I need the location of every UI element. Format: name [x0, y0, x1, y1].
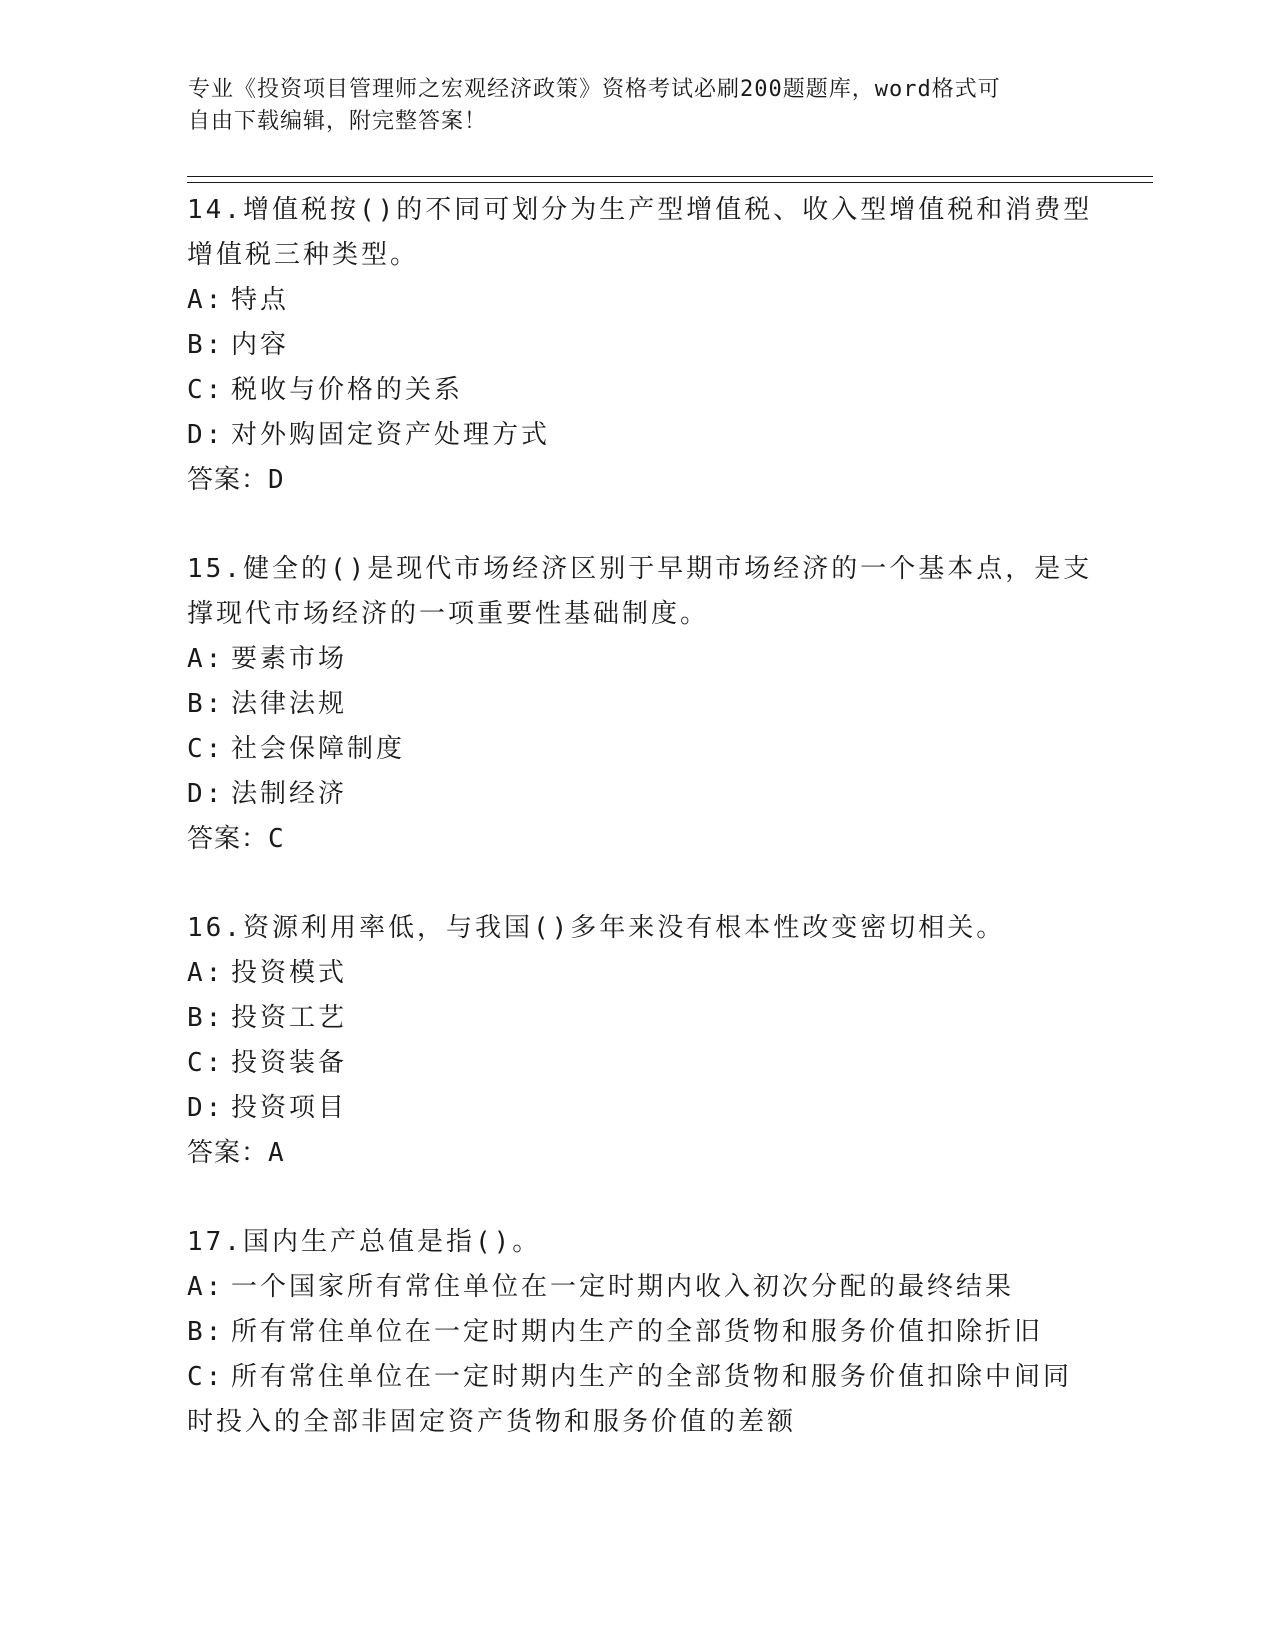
option-text: 法律法规: [231, 689, 348, 719]
question-17: [187, 1220, 1087, 1445]
option-text: 要素市场: [231, 644, 348, 674]
answer-label: 答案：: [187, 465, 269, 495]
option-c-continuation: 时投入的全部非固定资产货物和服务价值的差额: [187, 1407, 797, 1437]
header-divider-top: [187, 176, 1153, 177]
option-a: [187, 278, 1087, 323]
option-d: [187, 1086, 1087, 1131]
option-c: [187, 1041, 1087, 1086]
answer-label: 答案：: [187, 1138, 269, 1168]
option-letter: D:: [187, 420, 225, 450]
stem-line: 15.健全的()是现代市场经济区别于早期市场经济的一个基本点，是支: [187, 554, 1093, 584]
option-d: [187, 413, 1087, 458]
option-text: 所有常住单位在一定时期内生产的全部货物和服务价值扣除折旧: [231, 1317, 1044, 1347]
stem-line: 增值税三种类型。: [187, 240, 420, 270]
question-list: [187, 188, 1093, 1489]
option-letter: C:: [187, 375, 225, 405]
option-letter: B:: [187, 689, 225, 719]
question-15: [187, 547, 1093, 862]
option-text: 对外购固定资产处理方式: [231, 420, 551, 450]
answer-line: [187, 458, 1087, 503]
option-letter: C:: [187, 1362, 225, 1392]
option-b: [187, 1310, 1087, 1355]
option-a: [187, 1265, 1087, 1310]
option-c: [187, 1355, 1087, 1400]
stem-line: 撑现代市场经济的一项重要性基础制度。: [187, 599, 710, 629]
option-b: [187, 323, 1087, 368]
option-letter: C:: [187, 1048, 225, 1078]
option-letter: B:: [187, 330, 225, 360]
option-text: 税收与价格的关系: [231, 375, 464, 405]
answer-value: D: [268, 465, 285, 495]
option-letter: A:: [187, 285, 225, 315]
option-text: 内容: [231, 330, 290, 360]
option-b: [187, 996, 1087, 1041]
option-text: 投资模式: [231, 958, 348, 988]
option-text: 投资工艺: [231, 1003, 348, 1033]
question-14: [187, 188, 1093, 503]
stem-line: 17.国内生产总值是指()。: [187, 1227, 542, 1257]
question-stem: [187, 188, 1093, 278]
answer-label: 答案：: [187, 824, 269, 854]
stem-line: 14.增值税按()的不同可划分为生产型增值税、收入型增值税和消费型: [187, 195, 1093, 225]
option-letter: A:: [187, 1272, 225, 1302]
header-line-2: 自由下载编辑，附完整答案！: [188, 109, 488, 134]
question-stem: [187, 1220, 1087, 1265]
document-header: [188, 74, 1068, 138]
option-text: 一个国家所有常住单位在一定时期内收入初次分配的最终结果: [231, 1272, 1015, 1302]
answer-line: [187, 817, 1087, 862]
question-stem: [187, 906, 1087, 951]
header-divider-bottom: [187, 182, 1153, 183]
answer-line: [187, 1131, 1087, 1176]
question-stem: [187, 547, 1093, 637]
option-letter: A:: [187, 958, 225, 988]
option-letter: D:: [187, 1093, 225, 1123]
header-line-1: 专业《投资项目管理师之宏观经济政策》资格考试必刷200题题库，word格式可: [188, 77, 1001, 102]
option-c: [187, 727, 1087, 772]
option-b: [187, 682, 1087, 727]
option-letter: D:: [187, 779, 225, 809]
question-16: [187, 906, 1087, 1176]
option-letter: B:: [187, 1003, 225, 1033]
option-d: [187, 772, 1087, 817]
option-c: [187, 368, 1087, 413]
answer-value: C: [268, 824, 285, 854]
option-letter: A:: [187, 644, 225, 674]
option-letter: C:: [187, 734, 225, 764]
stem-line: 16.资源利用率低，与我国()多年来没有根本性改变密切相关。: [187, 913, 1006, 943]
option-text: 投资项目: [231, 1093, 348, 1123]
option-text: 法制经济: [231, 779, 348, 809]
answer-value: A: [268, 1138, 285, 1168]
option-text: 社会保障制度: [231, 734, 406, 764]
option-letter: B:: [187, 1317, 225, 1347]
option-text: 所有常住单位在一定时期内生产的全部货物和服务价值扣除中间同: [231, 1362, 1073, 1392]
option-text: 投资装备: [231, 1048, 348, 1078]
option-a: [187, 951, 1087, 996]
option-a: [187, 637, 1087, 682]
option-text: 特点: [231, 285, 290, 315]
